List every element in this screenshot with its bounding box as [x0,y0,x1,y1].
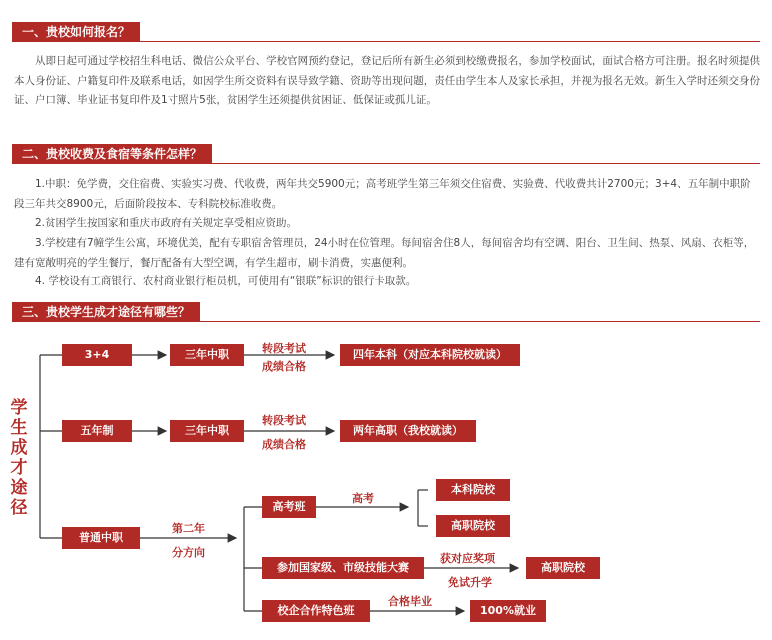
row3-label-top: 第二年 [172,522,205,535]
competition-target: 高职院校 [526,557,600,579]
section-1-header: 一、贵校如何报名？ [12,22,140,42]
row2-start-box: 五年制 [62,420,132,442]
competition-label-top: 获对应奖项 [440,552,495,565]
row2-label-bottom: 成绩合格 [262,438,306,451]
gaokao-label: 高考 [352,492,374,505]
gaokao-target-undergrad: 本科院校 [436,479,510,501]
section-3-header: 三、贵校学生成才途径有哪些？ [12,302,200,322]
row1-mid-box: 三年中职 [170,344,244,366]
competition-box: 参加国家级、市级技能大赛 [262,557,424,579]
row3-start-box: 普通中职 [62,527,140,549]
coop-class-box: 校企合作特色班 [262,600,370,622]
competition-label-bottom: 免试升学 [448,576,492,589]
row3-label-bottom: 分方向 [172,546,205,559]
coop-label: 合格毕业 [388,595,432,608]
section-2-header: 二、贵校收费及食宿等条件怎样？ [12,144,212,164]
fee-item-4: 4. 学校设有工商银行、农村商业银行柜员机，可使用有“银联”标识的银行卡取款。 [35,275,417,287]
row1-end-box: 四年本科（对应本科院校就读） [340,344,520,366]
fee-item-3: 3.学校建有7幢学生公寓，环境优美，配有专职宿舍管理员，24小时在位管理。每间宿舍住8人，每间宿舍均有空调、阳台、卫生间、热泵、风扇、衣柜等，建有宽敞明亮的学生餐厅，餐厅配备有大型空调，有学生超市，刷卡消费，实惠便利。 [14,237,755,269]
row1-label-top: 转段考试 [262,342,306,355]
row2-label-top: 转段考试 [262,414,306,427]
gaokao-target-vocational: 高职院校 [436,515,510,537]
gaokao-class-box: 高考班 [262,496,316,518]
row1-start-box: 3+4 [62,344,132,366]
fee-item-1: 1.中职：免学费，交住宿费、实验实习费、代收费，两年共交5900元；高考班学生第三年须交住宿费、实验费、代收费共计2700元；3+4、五年制中职阶段三年共交8900元，后面阶段按本、专科院校标准收费。 [14,178,751,210]
row2-end-box: 两年高职（我校就读） [340,420,476,442]
row1-label-bottom: 成绩合格 [262,360,306,373]
row2-mid-box: 三年中职 [170,420,244,442]
coop-target: 100%就业 [470,600,546,622]
fee-item-2: 2.贫困学生按国家和重庆市政府有关规定享受相应资助。 [35,217,298,229]
pathway-side-title: 学生成才途径 [10,398,28,518]
section-1-body: 从即日起可通过学校招生科电话、微信公众平台、学校官网预约登记，登记后所有新生必须到校缴费报名，参加学校面试，面试合格方可注册。报名时须提供本人身份证、户籍复印件及联系电话，如因学生所交资料有误导致学籍、资助等出现问题，责任由学生本人及家长承担，并视为报名无效。新生入学时还须交身份证、户口簿、毕业证书复印件及1寸照片5张，贫困学生还须提供贫困证、低保证或孤儿证。 [14,55,760,106]
